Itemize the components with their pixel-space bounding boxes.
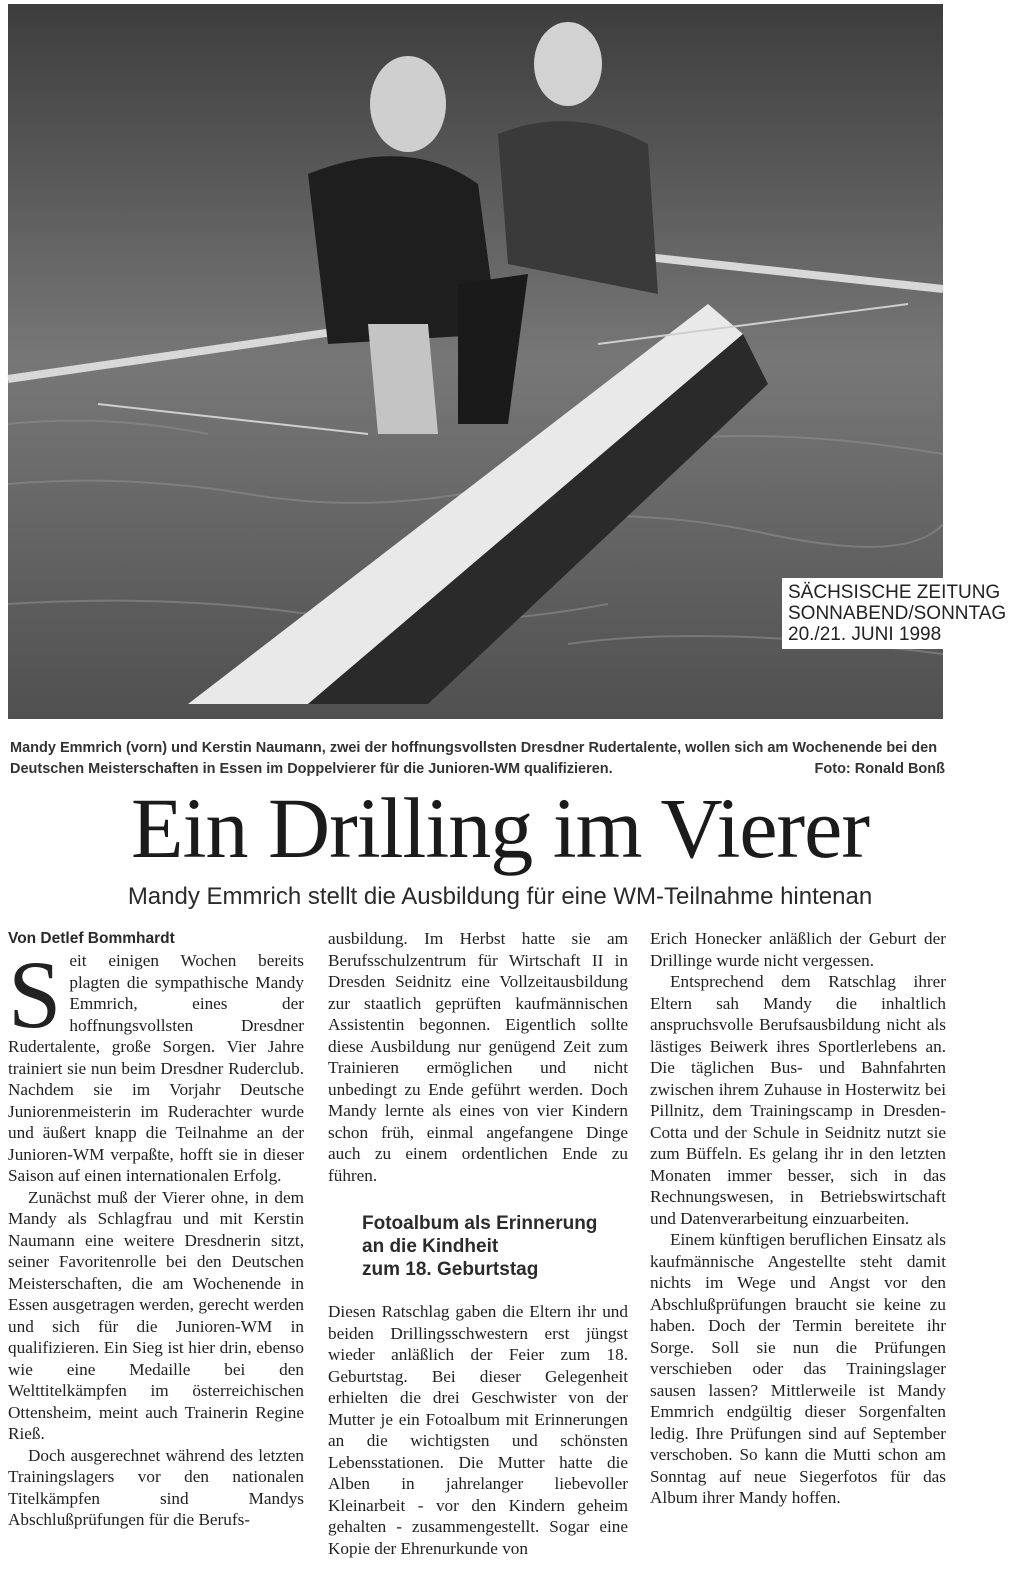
paragraph: Diesen Ratschlag gaben die Eltern ihr und beiden Drillingsschwestern erst jüngst wieder anläßlich der Feier zum 18. Geburtstag. Bei dieser Gelegenheit erhielten die drei Geschwister von der Mutter je ein Fotoalbum mit Erinnerungen an die wichtigsten und schönsten Lebensstationen. Die Mutter hatte die Alben in jahrelanger liebevoller Kleinarbeit - vor den Kindern geheim gehalten - zusammengestellt. Sogar eine Kopie der Ehrenurkunde von — [328, 1302, 628, 1558]
article-column-3 — [650, 928, 946, 1509]
caption-text: Mandy Emmrich (vorn) und Kerstin Naumann, zwei der hoffnungsvollsten Dresdner Rudertalente, wollen sich am Wochenende bei den Deutschen Meisterschaften in Essen im Doppelvierer für die Junioren-WM qualifizieren. — [10, 740, 938, 777]
rowing-photo — [8, 4, 1007, 719]
stamp-line-1: SÄCHSISCHE ZEITUNG — [788, 582, 1001, 603]
paragraph: ausbildung. Im Herbst hatte sie am Berufsschulzentrum für Wirtschaft II in Dresden Seidnitz eine Vollzeitausbildung zur staatlich geprüften kaufmännischen Assistentin begonnen. Eigentlich sollte diese Ausbildung nur genügend Zeit zum Trainieren ermöglichen und nicht unbedingt zu Ende geführt werden. Doch Mandy lernte als eines von vier Kindern schon früh, einmal angefangene Dinge auch zu einem ordentlichen Ende zu führen. — [328, 929, 628, 1185]
article-column-1 — [8, 928, 304, 1531]
photo-credit: Foto: Ronald Bonß — [814, 761, 945, 777]
headline: Ein Drilling im Vierer — [131, 780, 869, 876]
paragraph: Doch ausgerechnet während des letzten Trainingslagers vor den nationalen Titelkämpfen sind Mandys Abschlußprüfungen für die Berufs- — [8, 1445, 304, 1529]
drop-cap: S — [8, 941, 62, 1048]
stamp-line-2: SONNABEND/SONNTAG — [788, 603, 1007, 624]
newspaper-stamp — [782, 578, 1012, 649]
article-column-2 — [328, 928, 628, 1559]
subtitle: Mandy Emmrich stellt die Ausbildung für eine WM-Teilnahme hintenan — [127, 883, 873, 910]
paragraph: Zunächst muß der Vierer ohne, in dem Mandy als Schlagfrau und mit Kerstin Naumann eine weitere Dresdnerin sitzt, seiner Favoritenrolle bei den Deutschen Meisterschaften, die am Wochenende in Essen ausgetragen werden, gerecht werden und sich für die Junioren-WM in qualifizieren. Ein Sieg ist hier drin, ebenso wie eine Medaille bei den Welttitelkämpfen im österreichischen Ottensheim, meint auch Trainerin Regine Rieß. — [8, 1187, 304, 1443]
paragraph: Erich Honecker anläßlich der Geburt der Drillinge wurde nicht vergessen. — [650, 929, 946, 970]
subheading: Fotoalbum als Erinnerung an die Kindheit zum 18. Geburtstag — [362, 1213, 598, 1280]
byline: Von Detlef Bommhardt — [8, 930, 175, 947]
stamp-line-3: 20./21. JUNI 1998 — [788, 624, 942, 645]
paragraph: Seit einigen Wochen bereits plagten die sympathische Mandy Emmrich, eines der hoffnungsvollsten Dresdner Rudertalente, große Sorgen. Vier Jahre trainiert sie nun beim Dresdner Ruderclub. Nachdem sie im Vorjahr Deutsche Juniorenmeisterin im Ruderachter wurde und äußert knapp die Teilnahme an der Junioren-WM verpaßte, hofft sie in dieser Saison auf einen internationalen Erfolg. — [8, 941, 304, 1185]
paragraph: Einem künftigen beruflichen Einsatz als kaufmännische Angestellte steht damit nichts im Wege und Angst vor den Abschlußprüfungen braucht sie keine zu haben. Doch der Termin bereitete ihr Sorge. Soll sie nun die Prüfungen verschieben oder das Trainingslager sausen lassen? Mittlerweile ist Mandy Emmrich endgültig dieser Sorgenfalten ledig. Ihre Prüfungen sind auf September verschoben. So kann die Mutti schon am Sonntag auf neue Siegerfotos für das Album ihrer Mandy hoffen. — [650, 1230, 946, 1507]
paragraph: Entsprechend dem Ratschlag ihrer Eltern sah Mandy die inhaltlich anspruchsvolle Berufsausbildung nicht als lästiges Beiwerk ihres Sportlerlebens an. Die täglichen Bus- und Bahnfahrten zwischen ihrem Zuhause in Hosterwitz bei Pillnitz, dem Trainingscamp in Dresden-Cotta und der Schule in Seidnitz nutzt sie zum Büffeln. Es gelang ihr in den letzten Monaten immer besser, sich in das Rechnungswesen, in Betriebswirtschaft und Datenverarbeitung einzuarbeiten. — [650, 972, 946, 1228]
photo-caption — [10, 738, 945, 780]
